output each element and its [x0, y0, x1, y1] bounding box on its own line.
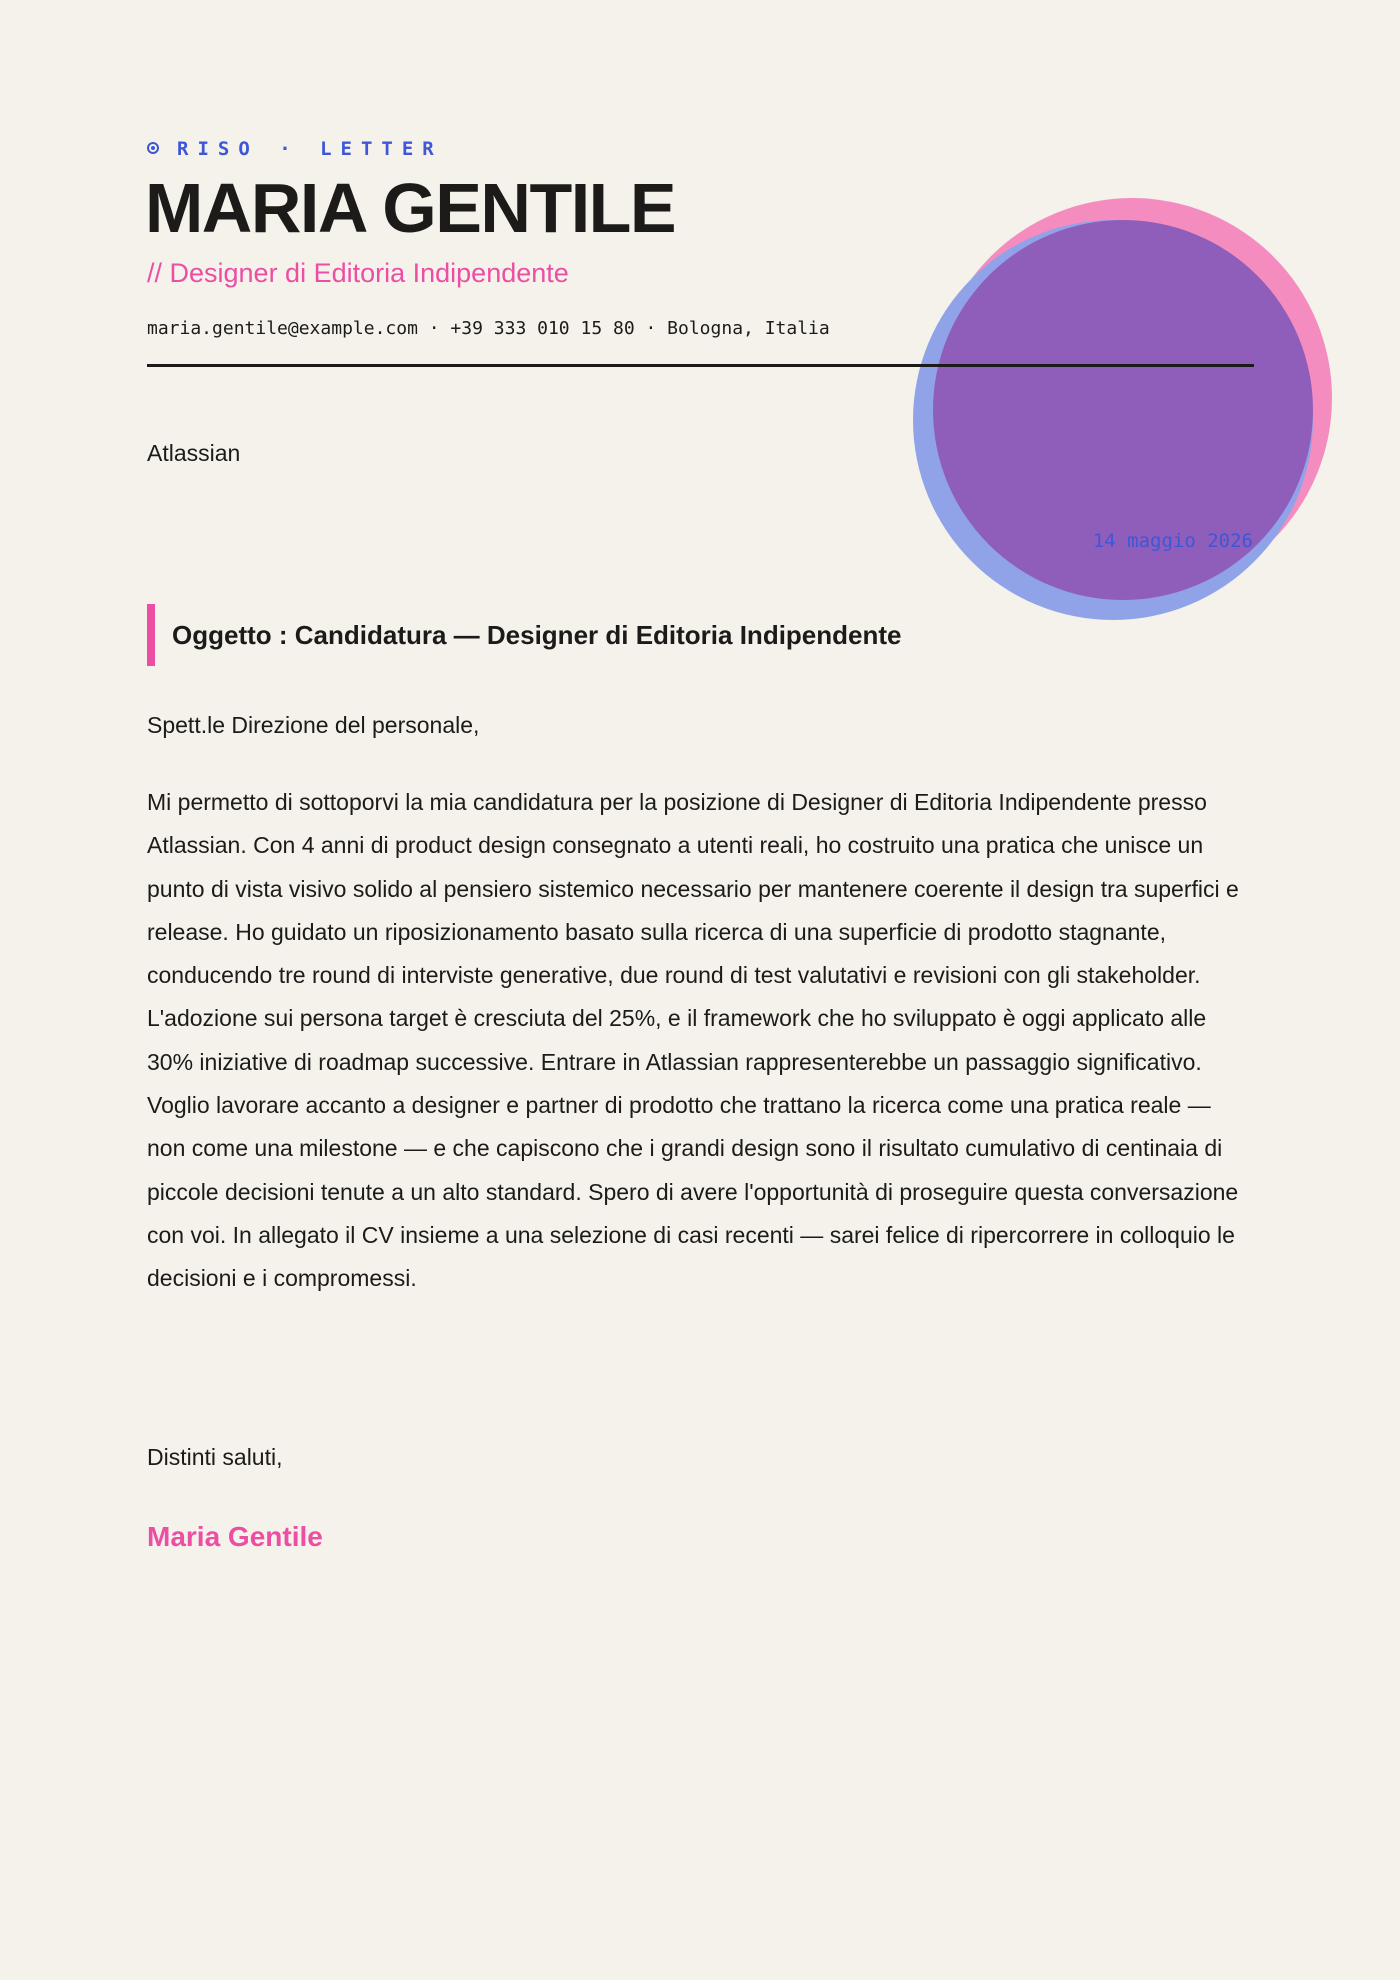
eyebrow-text: RISO · LETTER: [177, 138, 443, 160]
salutation: Spett.le Direzione del personale,: [147, 712, 480, 738]
signature: Maria Gentile: [147, 1521, 323, 1552]
eyebrow-label: [147, 138, 443, 160]
subject-line: [147, 604, 1147, 666]
header-divider: [147, 364, 1254, 367]
closing: Distinti saluti,: [147, 1444, 283, 1470]
target-dot-icon: [147, 142, 159, 154]
riso-circles-decoration: [900, 190, 1340, 630]
letter-date: 14 maggio 2026: [1092, 530, 1253, 552]
subject-text: Oggetto : Candidatura — Designer di Editoria Indipendente: [172, 619, 902, 650]
subject-accent-bar: [147, 604, 155, 666]
recipient-company: Atlassian: [147, 440, 241, 466]
sender-role: // Designer di Editoria Indipendente: [147, 258, 569, 288]
contact-line: maria.gentile@example.com · +39 333 010 15 80 · Bologna, Italia: [147, 318, 830, 339]
letter-body: Mi permetto di sottoporvi la mia candidatura per la posizione di Designer di Editoria Indipendente presso Atlassian. Con 4 anni di product design consegnato a utenti reali, ho costruito una pratica che unisce un punto di vista visivo solido al pensiero sistemico necessario per mantenere coerente il design tra superfici e release. Ho guidato un riposizionamento basato sulla ricerca di una superficie di prodotto stagnante, conducendo tre round di interviste generative, due round di test valutativi e revisioni con gli stakeholder. L'adozione sui persona target è cresciuta del 25%, e il framework che ho sviluppato è oggi applicato alle 30% iniziative di roadmap successive. Entrare in Atlassian rappresenterebbe un passaggio significativo. Voglio lavorare accanto a designer e partner di prodotto che trattano la ricerca come una pratica reale — non come una milestone — e che capiscono che i grandi design sono il risultato cumulativo di centinaia di piccole decisioni tenute a un alto standard. Spero di avere l'opportunità di proseguire questa conversazione con voi. In allegato il CV insieme a una selezione di casi recenti — sarei felice di ripercorrere in colloquio le decisioni e i compromessi.: [147, 789, 1239, 1292]
sender-name: MARIA GENTILE: [145, 169, 676, 247]
